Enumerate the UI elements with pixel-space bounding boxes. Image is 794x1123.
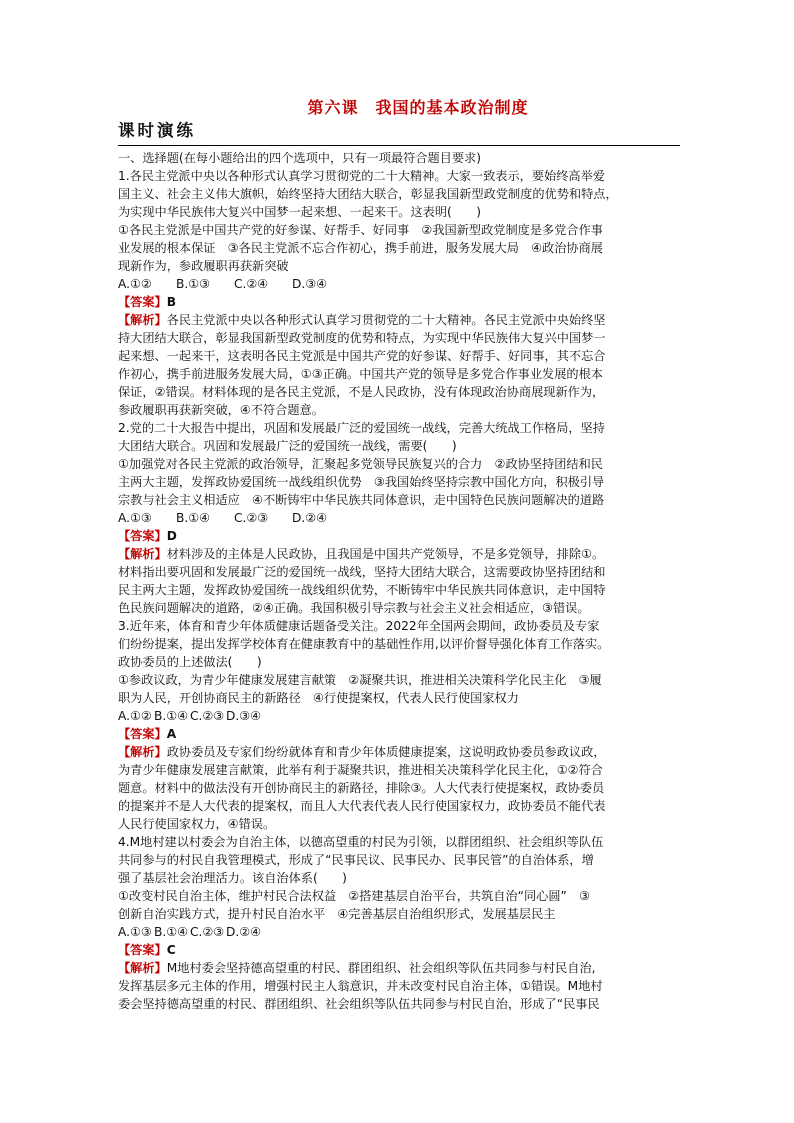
statement-line: 现新作为，参政履职再获新突破 <box>118 259 289 273</box>
analysis-line <box>118 329 680 347</box>
analysis-text: 保证，②错误。材料体现的是各民主党派，不是人民政协，没有体现政治协商展现新作为， <box>118 385 605 399</box>
analysis-line <box>118 797 680 815</box>
question-stem-line: 们纷纷提案，提出发挥学校体育在健康教育中的基础性作用,以评价督导强化体育工作落实。 <box>118 637 610 651</box>
option-a: A.①② <box>118 709 152 723</box>
analysis-line <box>118 743 680 761</box>
analysis-text: 政协委员及专家们纷纷就体育和青少年体质健康提案，这说明政协委员参政议政， <box>166 745 606 759</box>
analysis-label: 【解析】 <box>118 961 167 975</box>
analysis-text: 色民族问题解决的道路，②④正确。我国积极引导宗教与社会主义社会相适应，③错误。 <box>118 601 590 615</box>
statement-line: ①加强党对各民主党派的政治领导，汇聚起多党领导民族复兴的合力 ②政协坚持团结和民 <box>118 457 603 471</box>
analysis-line <box>118 347 680 365</box>
question-stem-line: 2.党的二十大报告中提出，巩固和发展最广泛的爱国统一战线，完善大统战工作格局，坚持 <box>118 421 605 435</box>
heading-divider <box>118 145 680 146</box>
analysis-line <box>118 977 680 995</box>
analysis-line <box>118 599 680 617</box>
option-a: A.①③ <box>118 511 152 525</box>
lesson-title: 第六课 我国的基本政治制度 <box>307 98 529 117</box>
analysis-line <box>118 545 680 563</box>
question-list <box>118 167 680 1013</box>
instructions: 一、选择题(在每小题给出的四个选项中，只有一项最符合题目要求) <box>118 151 481 165</box>
statement-line: 创新自治实践方式，提升村民自治水平 ④完善基层自治组织形式，发展基层民主 <box>118 907 556 921</box>
statement-line: 职为人民，开创协商民主的新路径 ④行使提案权，代表人民行使国家权力 <box>118 691 519 705</box>
analysis-text: 的提案并不是人大代表的提案权，而且人大代表代表人民行使国家权力，政协委员不能代表 <box>118 799 606 813</box>
document-page <box>118 98 680 1013</box>
answer-value: C <box>166 943 176 957</box>
question-stem-line: 共同参与的村民自我管理模式，形成了“民事民议、民事民办、民事民管”的自治体系，增 <box>118 853 594 867</box>
analysis-line <box>118 815 680 833</box>
analysis-text: 参政履职再获新突破，④不符合题意。 <box>118 403 324 417</box>
answer-row <box>118 293 680 311</box>
statement-line: 业发展的根本保证 ③各民主党派不忘合作初心，携手前进，服务发展大局 ④政治协商展 <box>118 241 603 255</box>
analysis-text: 发挥基层多元主体的作用，增强村民主人翁意识，并未改变村民自治主体，①错误。M地村 <box>118 979 603 993</box>
answer-label: 【答案】 <box>118 295 167 309</box>
analysis-text: 起来想、一起来干，这表明各民主党派是中国共产党的好参谋、好帮手、好同事，其不忘合 <box>118 349 606 363</box>
analysis-line <box>118 581 680 599</box>
option-c: C.②④ <box>234 277 269 291</box>
option-b: B.①④ <box>154 709 189 723</box>
option-d: D.②④ <box>226 925 262 939</box>
options-row <box>118 707 680 725</box>
analysis-text: 各民主党派中央以各种形式认真学习贯彻党的二十大精神。各民主党派中央始终坚 <box>166 313 606 327</box>
answer-row <box>118 941 680 959</box>
option-b: B.①④ <box>154 925 189 939</box>
analysis-line <box>118 761 680 779</box>
option-d: D.③④ <box>226 709 262 723</box>
analysis-label: 【解析】 <box>118 745 167 759</box>
analysis-line <box>118 959 680 977</box>
answer-label: 【答案】 <box>118 943 167 957</box>
statement-line: 宗教与社会主义相适应 ④不断铸牢中华民族共同体意识，走中国特色民族问题解决的道路 <box>118 493 605 507</box>
question-stem-line: 国主义、社会主义伟大旗帜，始终坚持大团结大联合，彰显我国新型政党制度的优势和特点， <box>118 187 618 201</box>
question-2 <box>118 419 680 617</box>
answer-row <box>118 527 680 545</box>
option-c: C.②③ <box>190 709 225 723</box>
option-a: A.①③ <box>118 925 152 939</box>
question-stem-line: 1.各民主党派中央以各种形式认真学习贯彻党的二十大精神。大家一致表示，要始终高举爱 <box>118 169 605 183</box>
statement-line: ①改变村民自治主体，维护村民合法权益 ②搭建基层自治平台，共筑自治“同心圆” ③ <box>118 889 590 903</box>
analysis-text: 题意。材料中的做法没有开创协商民主的新路径，排除③。人大代表行使提案权，政协委员 <box>118 781 605 795</box>
analysis-line <box>118 383 680 401</box>
option-c: C.②③ <box>234 511 269 525</box>
analysis-text: 委会坚持德高望重的村民、群团组织、社会组织等队伍共同参与村民自治，形成了“民事民 <box>118 997 600 1011</box>
statement-line: ①参政议政，为青少年健康发展建言献策 ②凝聚共识，推进相关决策科学化民主化 ③履 <box>118 673 602 687</box>
answer-value: B <box>166 295 177 309</box>
answer-label: 【答案】 <box>118 727 167 741</box>
analysis-line <box>118 311 680 329</box>
option-b: B.①③ <box>176 277 211 291</box>
analysis-text: 人民行使国家权力，④错误。 <box>118 817 276 831</box>
options-row <box>118 923 680 941</box>
option-b: B.①④ <box>176 511 211 525</box>
answer-value: D <box>166 529 177 543</box>
analysis-line <box>118 995 680 1013</box>
option-c: C.②③ <box>190 925 225 939</box>
analysis-text: 作初心，携手前进服务发展大局，①③正确。中国共产党的领导是多党合作事业发展的根本 <box>118 367 603 381</box>
options-row <box>118 509 680 527</box>
analysis-text: M地村委会坚持德高望重的村民、群团组织、社会组织等队伍共同参与村民自治, <box>166 961 596 975</box>
answer-label: 【答案】 <box>118 529 167 543</box>
analysis-label: 【解析】 <box>118 547 167 561</box>
question-stem-line: 强了基层社会治理活力。该自治体系( ) <box>118 871 347 885</box>
analysis-text: 持大团结大联合，彰显我国新型政党制度的优势和特点，为实现中华民族伟大复兴中国梦一 <box>118 331 606 345</box>
analysis-line <box>118 779 680 797</box>
question-stem-line: 大团结大联合。巩固和发展最广泛的爱国统一战线，需要( ) <box>118 439 457 453</box>
question-1 <box>118 167 680 419</box>
analysis-text: 材料涉及的主体是人民政协，且我国是中国共产党领导，不是多党领导，排除①。 <box>166 547 605 561</box>
answer-row <box>118 725 680 743</box>
option-d: D.③④ <box>292 277 328 291</box>
analysis-text: 为青少年健康发展建言献策，此举有利于凝聚共识，推进相关决策科学化民主化，①②符合 <box>118 763 603 777</box>
analysis-text: 材料指出要巩固和发展最广泛的爱国统一战线，坚持大团结大联合，这需要政协坚持团结和 <box>118 565 606 579</box>
question-stem-line: 3.近年来，体育和青少年体质健康话题备受关注。2022年全国两会期间，政协委员及专家 <box>118 619 600 633</box>
question-stem-line: 政协委员的上述做法( ) <box>118 655 262 669</box>
option-a: A.①② <box>118 277 152 291</box>
section-heading: 课时演练 <box>118 121 196 140</box>
question-stem-line: 4.M地村建以村委会为自治主体，以德高望重的村民为引领，以群团组织、社会组织等队伍 <box>118 835 604 849</box>
options-row <box>118 275 680 293</box>
analysis-text: 民主两大主题，发挥政协爱国统一战线组织优势，不断铸牢中华民族共同体意识，走中国特 <box>118 583 606 597</box>
question-stem-line: 为实现中华民族伟大复兴中国梦一起来想、一起来干。这表明( ) <box>118 205 481 219</box>
question-4 <box>118 833 680 1013</box>
analysis-line <box>118 365 680 383</box>
statement-line: 主两大主题，发挥政协爱国统一战线组织优势 ③我国始终坚持宗教中国化方向，积极引导 <box>118 475 605 489</box>
analysis-line <box>118 401 680 419</box>
analysis-label: 【解析】 <box>118 313 167 327</box>
answer-value: A <box>166 727 177 741</box>
option-d: D.②④ <box>292 511 328 525</box>
analysis-line <box>118 563 680 581</box>
statement-line: ①各民主党派是中国共产党的好参谋、好帮手、好同事 ②我国新型政党制度是多党合作事 <box>118 223 603 237</box>
question-3 <box>118 617 680 833</box>
